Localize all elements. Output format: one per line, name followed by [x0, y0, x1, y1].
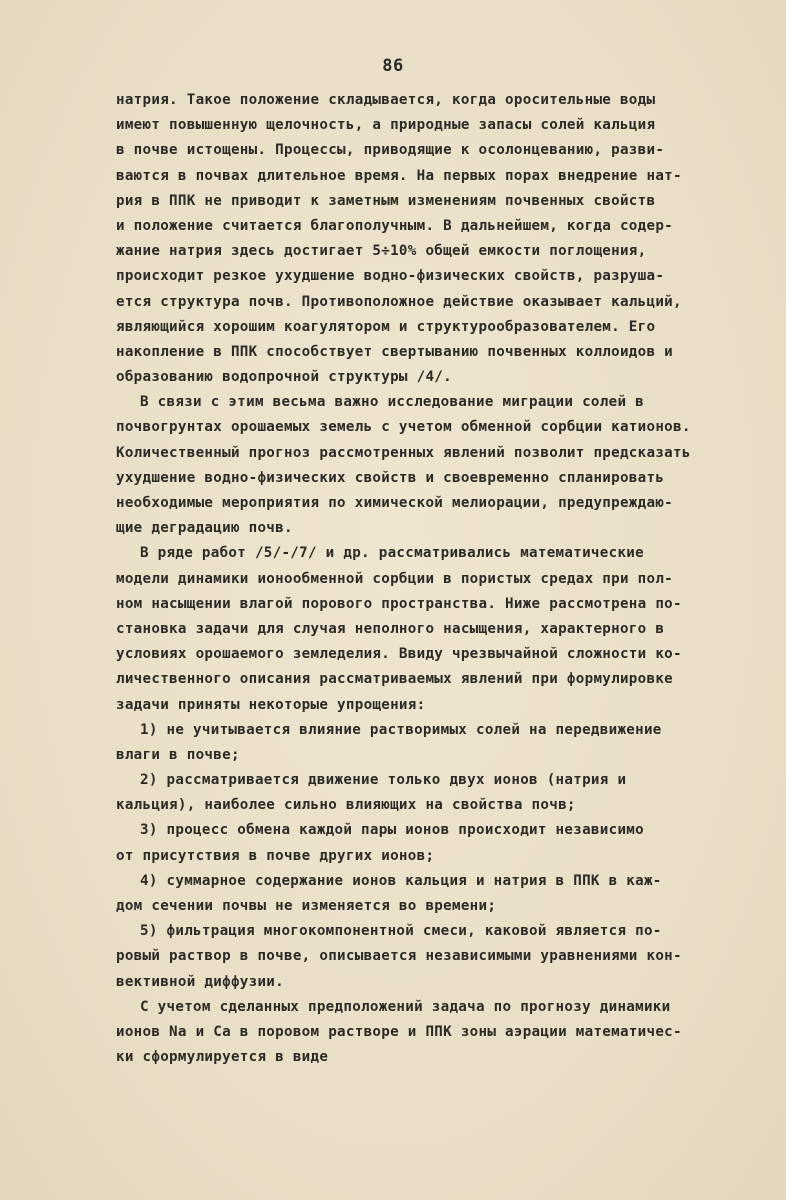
text-line: жание натрия здесь достигает 5÷10% общей емкости поглощения, — [116, 243, 647, 260]
text-line: ном насыщении влагой порового пространства. Ниже рассмотрена по- — [116, 595, 682, 612]
text-line: рия в ППК не приводит к заметным изменениям почвенных свойств — [116, 192, 656, 209]
text-line: образованию водопрочной структуры /4/. — [116, 369, 452, 386]
text-line: 5) фильтрация многокомпонентной смеси, каковой является по- — [140, 923, 662, 940]
text-line: 3) процесс обмена каждой пары ионов происходит независимо — [140, 822, 644, 839]
text-line: С учетом сделанных предположений задача по прогнозу динамики — [140, 998, 671, 1015]
text-line: становка задачи для случая неполного насыщения, характерного в — [116, 620, 665, 637]
text-line: имеют повышенную щелочность, а природные запасы солей кальция — [116, 117, 656, 134]
text-line: ухудшение водно-физических свойств и своевременно спланировать — [116, 469, 665, 486]
text-line: накопление в ППК способствует свертыванию почвенных коллоидов и — [116, 343, 674, 360]
text-line: в почве истощены. Процессы, приводящие к осолонцеванию, разви- — [116, 142, 665, 159]
text-line: от присутствия в почве других ионов; — [116, 847, 435, 864]
list-item — [116, 768, 766, 818]
text-line: В ряде работ /5/-/7/ и др. рассматривались математические — [140, 545, 644, 562]
text-line: кальция), наиболее сильно влияющих на свойства почв; — [116, 797, 576, 814]
text-line: задачи приняты некоторые упрощения: — [116, 696, 426, 713]
paragraph — [116, 541, 766, 717]
text-line: щие деградацию почв. — [116, 520, 293, 537]
text-line: Количественный прогноз рассмотренных явлений позволит предсказать — [116, 444, 691, 461]
text-line: происходит резкое ухудшение водно-физических свойств, разруша- — [116, 268, 665, 285]
text-line: ровый раствор в почве, описывается независимыми уравнениями кон- — [116, 948, 682, 965]
paragraph — [116, 88, 766, 390]
text-line: ки сформулируется в виде — [116, 1049, 329, 1066]
text-line: почвогрунтах орошаемых земель с учетом обменной сорбции катионов. — [116, 419, 691, 436]
text-line: ется структура почв. Противоположное действие оказывает кальций, — [116, 293, 682, 310]
text-line: 4) суммарное содержание ионов кальция и натрия в ППК в каж- — [140, 872, 662, 889]
text-line: влаги в почве; — [116, 746, 240, 763]
text-line: натрия. Такое положение складывается, когда оросительные воды — [116, 92, 656, 108]
text-line: условиях орошаемого земледелия. Ввиду чрезвычайной сложности ко- — [116, 646, 682, 663]
list-item — [116, 869, 766, 919]
text-line: и положение считается благополучным. В дальнейшем, когда содер- — [116, 217, 674, 234]
list-item — [116, 818, 766, 868]
text-line: В связи с этим весьма важно исследование миграции солей в — [140, 394, 644, 411]
text-line: личественного описания рассматриваемых явлений при формулировке — [116, 671, 674, 688]
text-line: дом сечении почвы не изменяется во времени; — [116, 898, 497, 914]
text-line: являющийся хорошим коагулятором и структурообразователем. Его — [116, 318, 656, 335]
text-line: ваются в почвах длительное время. На первых порах внедрение нат- — [116, 167, 682, 184]
paragraph — [116, 995, 766, 1071]
paragraph — [116, 390, 766, 541]
list-item — [116, 718, 766, 768]
body-text — [116, 88, 766, 1070]
list-item — [116, 919, 766, 995]
text-line: необходимые мероприятия по химической мелиорации, предупреждаю- — [116, 495, 674, 511]
page-number: 86 — [382, 56, 404, 76]
text-line: 1) не учитывается влияние растворимых солей на передвижение — [140, 721, 662, 738]
text-line: 2) рассматривается движение только двух ионов (натрия и — [140, 772, 627, 789]
text-line: модели динамики ионообменной сорбции в пористых средах при пол- — [116, 570, 674, 587]
text-line: ионов Na и Ca в поровом растворе и ППК зоны аэрации математичес- — [116, 1023, 682, 1040]
text-line: вективной диффузии. — [116, 973, 284, 990]
